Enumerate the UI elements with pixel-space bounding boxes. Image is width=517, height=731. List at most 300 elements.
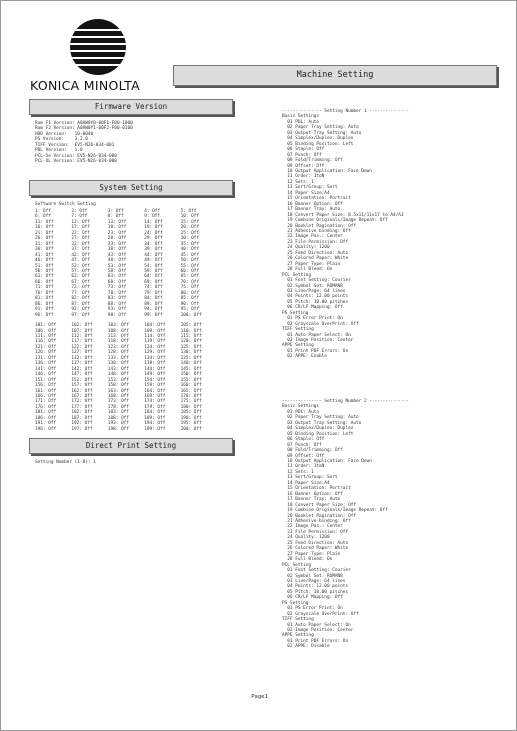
switch-cell: 185: Off <box>180 410 202 416</box>
switch-cell: 44: Off <box>144 252 163 258</box>
switch-cell: 50: Off <box>180 258 200 264</box>
setting-line: 15 Orientation: Portrait <box>282 196 351 202</box>
setting-line: 06 Staple: Off <box>282 147 325 153</box>
setting-line: APPE Setting <box>282 343 314 349</box>
setting-line: 06 CR/LF Mapping: Off <box>282 305 343 311</box>
switch-cell: 51: Off <box>35 263 54 269</box>
setting-line: 12 Sets: 1 <box>282 469 314 475</box>
setting-line: 03 Output Tray Setting: Auto <box>282 420 362 426</box>
setting-line: 04 Points: 12.00 points <box>282 584 349 590</box>
switch-cell: 192: Off <box>71 421 93 427</box>
setting-line: 26 Colored Paper: White <box>282 256 349 262</box>
switch-cell: 118: Off <box>107 339 129 345</box>
setting-line: TIFF Setting <box>282 327 314 333</box>
switch-cell: 160: Off <box>180 383 202 389</box>
switch-cell: 168: Off <box>107 393 129 399</box>
switch-cell: 20: Off <box>180 225 200 231</box>
setting-line: 09 Offset: Off <box>282 163 325 169</box>
setting-line: Basic Settings <box>282 114 320 120</box>
switch-cell: 78: Off <box>107 290 127 296</box>
setting-line: 27 Paper Type: Plain <box>282 261 341 267</box>
switch-cell: 198: Off <box>107 426 129 432</box>
switch-cell: 111: Off <box>35 333 57 339</box>
switch-cell: 184: Off <box>144 410 166 416</box>
setting-line: 01 PS Error Print: On <box>282 316 343 322</box>
switch-cell: 112: Off <box>71 333 93 339</box>
switch-cell: 191: Off <box>35 421 57 427</box>
switch-cell: 48: Off <box>107 258 127 264</box>
switch-cell: 170: Off <box>180 393 202 399</box>
setting-line: 24 Quality: 1200 <box>282 245 330 251</box>
switch-cell: 125: Off <box>180 344 202 350</box>
setting-number-2-block <box>282 399 409 650</box>
setting-line: 20 Booklet Pagination: Off <box>282 513 357 519</box>
switch-cell: 134: Off <box>144 355 166 361</box>
switch-cell: 119: Off <box>144 339 166 345</box>
page-number: Page1 <box>251 694 268 700</box>
switch-cell: 123: Off <box>107 344 129 350</box>
switch-cell: 68: Off <box>107 279 127 285</box>
switch-cell: 3: Off <box>107 209 124 214</box>
setting-line: 01 PDL: Auto <box>282 119 320 125</box>
switch-cell: 54: Off <box>144 263 163 269</box>
switch-cell: 194: Off <box>144 421 166 427</box>
switch-cell: 80: Off <box>180 290 200 296</box>
switch-cell: 182: Off <box>71 410 93 416</box>
switch-cell: 120: Off <box>180 339 202 345</box>
switch-cell: 26: Off <box>35 236 54 242</box>
switch-cell: 83: Off <box>107 296 127 302</box>
setting-line: 02 Grayscale OverPrint: Off <box>282 611 359 617</box>
switch-cell: 153: Off <box>107 377 129 383</box>
setting-line: 02 Image Position: Center <box>282 338 354 344</box>
setting-line: 05 Binding Position: Left <box>282 431 354 437</box>
switch-cell: 75: Off <box>180 285 200 291</box>
firmware-line: PS Version: 3.2.0 <box>35 137 88 143</box>
setting-line: 07 Punch: Off <box>282 152 322 158</box>
switch-cell: 98: Off <box>107 312 127 318</box>
setting-line: 08 Fold/Trimming: Off <box>282 158 343 164</box>
switch-cell: 131: Off <box>35 355 57 361</box>
switch-cell: 33: Off <box>107 241 127 247</box>
switch-cell: 40: Off <box>180 247 200 253</box>
setting-line: 04 Simplex/Duplex: Duplex <box>282 426 354 432</box>
switch-cell: 38: Off <box>107 247 127 253</box>
switch-cell: 91: Off <box>35 307 54 313</box>
switch-cell: 197: Off <box>71 426 93 432</box>
switch-cell: 57: Off <box>71 268 90 274</box>
switch-cell: 47: Off <box>71 258 90 264</box>
setting-line: 14 Paper Size:A4 <box>282 480 330 486</box>
software-switch-table <box>35 209 217 432</box>
setting-line: 02 Image Position: Center <box>282 628 354 634</box>
switch-cell: 143: Off <box>107 366 129 372</box>
setting-line: 28 Full Bleed: On <box>282 267 333 273</box>
switch-cell: 148: Off <box>107 372 129 378</box>
setting-line: 02 Paper Tray Setting: Auto <box>282 125 359 131</box>
setting-line: 22 Image Pos.: Center <box>282 234 343 240</box>
switch-cell: 165: Off <box>180 388 202 394</box>
switch-cell: 114: Off <box>144 333 166 339</box>
switch-cell: 71: Off <box>35 285 54 291</box>
switch-cell: 117: Off <box>71 339 93 345</box>
switch-cell: 196: Off <box>35 426 57 432</box>
setting-line: 04 Simplex/Duplex: Duplex <box>282 136 354 142</box>
switch-cell: 128: Off <box>107 350 129 356</box>
switch-cell: 95: Off <box>180 307 200 313</box>
setting-line: 16 Banner Option: Off <box>282 491 343 497</box>
setting-line: PS Setting <box>282 600 309 606</box>
switch-cell: 18: Off <box>107 225 127 231</box>
switch-cell: 17: Off <box>71 225 90 231</box>
switch-cell: 52: Off <box>71 263 90 269</box>
setting-line: 01 Font Setting: Courier <box>282 278 351 284</box>
setting-line: 19 Combine Originals/Image Repeat: Off <box>282 218 388 224</box>
switch-cell: 41: Off <box>35 252 54 258</box>
setting-line: 02 APPE: Enable <box>282 354 327 360</box>
switch-cell: 22: Off <box>71 230 90 236</box>
setting-line: 05 Pitch: 10.00 pitches <box>282 589 349 595</box>
switch-block-101-200 <box>35 323 217 432</box>
setting-line: 23 File Permission: Off <box>282 529 349 535</box>
switch-cell: 30: Off <box>180 236 200 242</box>
switch-cell: 127: Off <box>71 350 93 356</box>
switch-cell: 200: Off <box>180 426 202 432</box>
switch-cell: 158: Off <box>107 383 129 389</box>
firmware-version-list <box>35 121 133 165</box>
switch-cell: 139: Off <box>144 361 166 367</box>
switch-cell: 190: Off <box>180 415 202 421</box>
switch-cell: 13: Off <box>107 219 127 225</box>
setting-line: APPE Setting <box>282 633 314 639</box>
setting-line: 01 Print PDF Errors: On <box>282 638 349 644</box>
switch-cell: 137: Off <box>71 361 93 367</box>
switch-cell: 89: Off <box>144 301 163 307</box>
switch-cell: 53: Off <box>107 263 127 269</box>
switch-cell: 15: Off <box>180 219 200 225</box>
switch-cell: 113: Off <box>107 333 129 339</box>
switch-cell: 147: Off <box>71 372 93 378</box>
software-switch-title: Software Switch Setting <box>35 202 96 207</box>
firmware-line: PCL-5e Version: EV5-N26-034-000 <box>35 153 117 159</box>
switch-cell: 101: Off <box>35 323 57 329</box>
switch-cell: 186: Off <box>35 415 57 421</box>
switch-cell: 133: Off <box>107 355 129 361</box>
firmware-line: Rom F2 Version: A0AW0Y1-00F2-F00-0100 <box>35 126 133 132</box>
switch-cell: 42: Off <box>71 252 90 258</box>
switch-cell: 63: Off <box>107 274 127 280</box>
switch-cell: 97: Off <box>71 312 90 318</box>
setting-line: 05 Pitch: 10.00 pitches <box>282 299 349 305</box>
switch-cell: 46: Off <box>35 258 54 264</box>
setting-line: 21 Adhesive binding: Off <box>282 518 351 524</box>
switch-cell: 59: Off <box>144 268 163 274</box>
konica-minolta-logo <box>30 19 170 93</box>
switch-cell: 14: Off <box>144 219 163 225</box>
setting-number-1-block <box>282 109 409 360</box>
switch-cell: 126: Off <box>35 350 57 356</box>
switch-cell: 189: Off <box>144 415 166 421</box>
setting-line: 19 Combine Originals/Image Repeat: Off <box>282 508 388 514</box>
setting-line: 08 Fold/Trimming: Off <box>282 448 343 454</box>
switch-cell: 84: Off <box>144 296 163 302</box>
setting-line: 02 Symbol Set: ROMAN8 <box>282 283 343 289</box>
setting-line: 14 Paper Size:A4 <box>282 190 330 196</box>
setting-line: 12 Sets: 1 <box>282 179 314 185</box>
switch-cell: 106: Off <box>35 328 57 334</box>
switch-cell: 16: Off <box>35 225 54 231</box>
switch-cell: 21: Off <box>35 230 54 236</box>
switch-cell: 136: Off <box>35 361 57 367</box>
firmware-line: Rom F1 Version: A0AW0Y0-00F1-F00-1000 <box>35 121 133 126</box>
switch-cell: 172: Off <box>71 399 93 405</box>
switch-cell: 187: Off <box>71 415 93 421</box>
switch-cell: 173: Off <box>107 399 129 405</box>
switch-cell: 105: Off <box>180 323 202 329</box>
switch-cell: 161: Off <box>35 388 57 394</box>
switch-cell: 19: Off <box>144 225 163 231</box>
switch-cell: 12: Off <box>71 219 90 225</box>
setting-line: 09 Offset: Off <box>282 453 325 459</box>
switch-cell: 76: Off <box>35 290 54 296</box>
firmware-line: PDL Version: 1.0 <box>35 148 83 154</box>
switch-cell: 1: Off <box>35 209 51 214</box>
setting-line: --------------- Setting Number 2 --------------- <box>282 399 409 404</box>
switch-cell: 70: Off <box>180 279 200 285</box>
switch-cell: 5: Off <box>180 209 197 214</box>
setting-line: 26 Colored Paper: White <box>282 546 349 552</box>
switch-cell: 43: Off <box>107 252 127 258</box>
switch-cell: 86: Off <box>35 301 54 307</box>
switch-cell: 31: Off <box>35 241 54 247</box>
switch-cell: 99: Off <box>144 312 163 318</box>
setting-line: 01 Font Setting: Courier <box>282 568 351 574</box>
switch-cell: 167: Off <box>71 393 93 399</box>
setting-line: 02 Symbol Set: ROMAN8 <box>282 573 343 579</box>
setting-line: PS Setting <box>282 310 309 316</box>
switch-cell: 199: Off <box>144 426 166 432</box>
switch-cell: 183: Off <box>107 410 129 416</box>
switch-cell: 92: Off <box>71 307 90 313</box>
switch-cell: 62: Off <box>71 274 90 280</box>
setting-line: 10 Output Application: Face Down <box>282 168 372 174</box>
switch-cell: 164: Off <box>144 388 166 394</box>
switch-cell: 135: Off <box>180 355 202 361</box>
setting-line: 03 Line/Page: 64 lines <box>282 288 346 294</box>
switch-cell: 121: Off <box>35 344 57 350</box>
switch-cell: 103: Off <box>107 323 129 329</box>
setting-line: 18 Convert Paper Size: 8.5x11/11x17 to A4/A3 <box>282 212 404 218</box>
switch-cell: 24: Off <box>144 230 163 236</box>
switch-cell: 154: Off <box>144 377 166 383</box>
switch-cell: 28: Off <box>107 236 127 242</box>
setting-line: 18 Convert Paper Size: Off <box>282 502 357 508</box>
switch-cell: 32: Off <box>71 241 90 247</box>
setting-line: 02 Paper Tray Setting: Auto <box>282 415 359 421</box>
switch-cell: 60: Off <box>180 268 200 274</box>
setting-line: 04 Points: 12.00 points <box>282 294 349 300</box>
setting-line: 15 Orientation: Portrait <box>282 486 351 492</box>
switch-cell: 69: Off <box>144 279 163 285</box>
switch-cell: 64: Off <box>144 274 163 280</box>
switch-cell: 156: Off <box>35 383 57 389</box>
switch-cell: 181: Off <box>35 410 57 416</box>
firmware-line: TIFF Version: EV5-N26-034-001 <box>35 142 115 148</box>
switch-cell: 37: Off <box>71 247 90 253</box>
switch-cell: 138: Off <box>107 361 129 367</box>
setting-line: 07 Punch: Off <box>282 442 322 448</box>
switch-cell: 9: Off <box>144 214 161 220</box>
setting-line: 01 PS Error Print: On <box>282 606 343 612</box>
switch-cell: 27: Off <box>71 236 90 242</box>
setting-line: 01 PDL: Auto <box>282 409 320 415</box>
firmware-version-header: Firmware Version <box>29 99 233 115</box>
switch-cell: 151: Off <box>35 377 57 383</box>
switch-cell: 29: Off <box>144 236 163 242</box>
switch-cell: 34: Off <box>144 241 163 247</box>
switch-cell: 73: Off <box>107 285 127 291</box>
switch-block-1-100 <box>35 209 217 318</box>
switch-cell: 39: Off <box>144 247 163 253</box>
setting-line: Basic Settings <box>282 404 320 410</box>
setting-line: 10 Output Application: Face Down <box>282 458 372 464</box>
switch-cell: 146: Off <box>35 372 57 378</box>
setting-line: 24 Quality: 1200 <box>282 535 330 541</box>
switch-cell: 145: Off <box>180 366 202 372</box>
switch-cell: 140: Off <box>180 361 202 367</box>
switch-cell: 23: Off <box>107 230 127 236</box>
switch-cell: 6: Off <box>35 214 51 220</box>
switch-cell: 195: Off <box>180 421 202 427</box>
switch-cell: 87: Off <box>71 301 90 307</box>
globe-logo-icon <box>70 19 126 75</box>
switch-cell: 72: Off <box>71 285 90 291</box>
setting-line: 02 APPE: Disable <box>282 644 330 650</box>
setting-line: --------------- Setting Number 1 --------------- <box>282 109 409 114</box>
switch-cell: 58: Off <box>107 268 127 274</box>
setting-line: 01 Auto Paper Select: On <box>282 332 351 338</box>
switch-cell: 110: Off <box>180 328 202 334</box>
setting-line: 13 Sort/Group: Sort <box>282 475 338 481</box>
switch-cell: 104: Off <box>144 323 166 329</box>
switch-cell: 4: Off <box>144 209 161 214</box>
setting-line: 28 Full Bleed: On <box>282 557 333 563</box>
setting-line: 11 Order: 1toN <box>282 174 325 180</box>
switch-cell: 141: Off <box>35 366 57 372</box>
setting-line: 27 Paper Type: Plain <box>282 551 341 557</box>
switch-cell: 157: Off <box>71 383 93 389</box>
setting-line: 03 Output Tray Setting: Auto <box>282 130 362 136</box>
switch-cell: 61: Off <box>35 274 54 280</box>
setting-number-line: Setting Number (1-8): 1 <box>35 460 96 465</box>
firmware-line: HDD Version: 10-0040 <box>35 131 94 137</box>
switch-cell: 108: Off <box>107 328 129 334</box>
switch-cell: 49: Off <box>144 258 163 264</box>
switch-cell: 150: Off <box>180 372 202 378</box>
switch-cell: 180: Off <box>180 404 202 410</box>
switch-cell: 85: Off <box>180 296 200 302</box>
switch-cell: 79: Off <box>144 290 163 296</box>
switch-cell: 94: Off <box>144 307 163 313</box>
switch-cell: 152: Off <box>71 377 93 383</box>
switch-cell: 176: Off <box>35 404 57 410</box>
setting-line: 11 Order: 1toN <box>282 464 325 470</box>
switch-cell: 130: Off <box>180 350 202 356</box>
switch-cell: 11: Off <box>35 219 54 225</box>
firmware-line: PCL-XL Version: EV5-N26-034-000 <box>35 159 117 165</box>
setting-line: PCL Setting <box>282 562 312 568</box>
switch-cell: 55: Off <box>180 263 200 269</box>
setting-line: 25 Feed Direction: Auto <box>282 540 349 546</box>
switch-cell: 10: Off <box>180 214 200 220</box>
switch-cell: 77: Off <box>71 290 90 296</box>
switch-cell: 155: Off <box>180 377 202 383</box>
switch-cell: 2: Off <box>71 209 88 214</box>
switch-cell: 25: Off <box>180 230 200 236</box>
switch-cell: 8: Off <box>107 214 124 220</box>
switch-cell: 175: Off <box>180 399 202 405</box>
switch-cell: 7: Off <box>71 214 88 220</box>
switch-cell: 45: Off <box>180 252 200 258</box>
setting-line: 01 Auto Paper Select: On <box>282 622 351 628</box>
switch-cell: 81: Off <box>35 296 54 302</box>
switch-cell: 169: Off <box>144 393 166 399</box>
setting-line: 17 Banner Tray: Auto <box>282 497 341 503</box>
switch-cell: 166: Off <box>35 393 57 399</box>
switch-cell: 122: Off <box>71 344 93 350</box>
setting-line: 23 File Permission: Off <box>282 239 349 245</box>
switch-cell: 109: Off <box>144 328 166 334</box>
logo-wordmark: KONICA MINOLTA <box>30 78 140 93</box>
switch-cell: 65: Off <box>180 274 200 280</box>
setting-line: PCL Setting <box>282 272 312 278</box>
switch-cell: 193: Off <box>107 421 129 427</box>
switch-cell: 35: Off <box>180 241 200 247</box>
switch-cell: 144: Off <box>144 366 166 372</box>
setting-line: 06 CR/LF Mapping: Off <box>282 595 343 601</box>
switch-cell: 102: Off <box>71 323 93 329</box>
system-setting-header: System Setting <box>29 180 233 196</box>
switch-cell: 116: Off <box>35 339 57 345</box>
switch-cell: 179: Off <box>144 404 166 410</box>
setting-line: 21 Adhesive binding: Off <box>282 228 351 234</box>
switch-cell: 129: Off <box>144 350 166 356</box>
switch-cell: 74: Off <box>144 285 163 291</box>
switch-cell: 149: Off <box>144 372 166 378</box>
switch-cell: 107: Off <box>71 328 93 334</box>
switch-cell: 36: Off <box>35 247 54 253</box>
switch-cell: 96: Off <box>35 312 54 318</box>
switch-cell: 115: Off <box>180 333 202 339</box>
setting-line: 13 Sort/Group: Sort <box>282 185 338 191</box>
direct-print-setting-header: Direct Print Setting <box>29 438 233 454</box>
setting-line: 20 Booklet Pagination: Off <box>282 223 357 229</box>
switch-cell: 82: Off <box>71 296 90 302</box>
switch-cell: 93: Off <box>107 307 127 313</box>
switch-cell: 188: Off <box>107 415 129 421</box>
setting-line: 02 Grayscale OverPrint: Off <box>282 321 359 327</box>
switch-cell: 177: Off <box>71 404 93 410</box>
switch-cell: 163: Off <box>107 388 129 394</box>
switch-cell: 90: Off <box>180 301 200 307</box>
page-title: Machine Setting <box>173 65 497 86</box>
switch-cell: 100: Off <box>180 312 202 318</box>
switch-cell: 132: Off <box>71 355 93 361</box>
switch-cell: 174: Off <box>144 399 166 405</box>
switch-cell: 56: Off <box>35 268 54 274</box>
setting-line: 25 Feed Direction: Auto <box>282 250 349 256</box>
switch-cell: 142: Off <box>71 366 93 372</box>
